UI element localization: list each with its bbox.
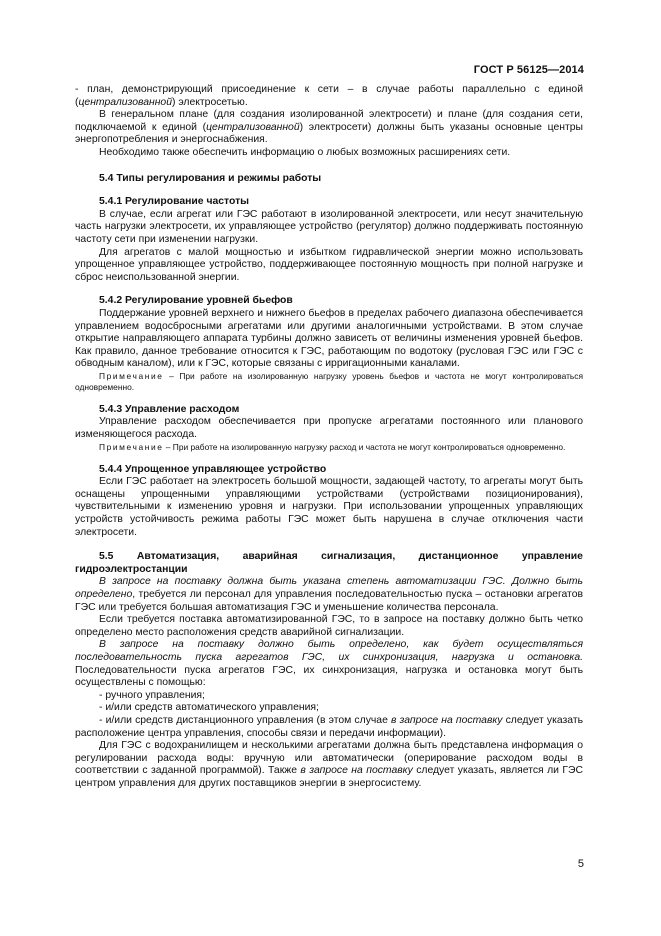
- section-heading: 5.4 Типы регулирования и режимы работы: [99, 172, 322, 184]
- heading-word: аварийная: [242, 551, 298, 563]
- paragraph: В случае, если агрегат или ГЭС работают в изолированной электросети, или несут значительную часть нагрузки электросети, их управляющее устройство (регулятор) должно поддерживать постоянную частоту сети при изменении нагрузки.: [75, 208, 583, 245]
- paragraph: Для ГЭС с водохранилищем и несколькими агрегатами должна быть представлена информация о регулировании расхода воды: вручную или автоматически (оперирование расходом воды в соответствии с заданной программой). Также в запросе на поставку следует указать, является ли ГЭС центром управления для других поставщиков энергии в энергосистему.: [75, 740, 583, 789]
- list-item: - и/или средств автоматического управления;: [99, 702, 319, 714]
- page-content: [75, 84, 583, 791]
- list-item: - и/или средств дистанционного управления (в этом случае в запросе на поставку следует указать расположение центра управления, способы связи и передачи информации).: [75, 714, 583, 739]
- paragraph: Управление расходом обеспечивается при пропуске агрегатами постоянного или планового изменяющегося расхода.: [75, 416, 583, 441]
- paragraph: В генеральном плане (для создания изолированной электросети) и плане (для создания сети, подключаемой к единой (централизованной) электросети) должны быть указаны основные центры энергопотребления и энергоснабжения.: [75, 109, 583, 146]
- paragraph: Для агрегатов с малой мощностью и избытком гидравлической энергии можно использовать упрощенное управляющее устройство, поддерживающее постоянную мощность при полной нагрузке и сброс неиспользованной энергии.: [75, 246, 583, 283]
- heading-word: сигнализация,: [321, 551, 396, 563]
- paragraph: Поддержание уровней верхнего и нижнего бьефов в пределах рабочего диапазона обеспечивается управлением водосбросными агрегатами или другими аналогичными устройствами. В этом случае открытие направляющего аппарата турбины должно зависеть от величины изменения уровней бьефов. Как правило, данное требование относится к ГЭС, работающим по водотоку (русловая ГЭС или ГЭС с обводным каналом), или к ГЭС, которые связаны с ирригационными каналами.: [75, 307, 583, 370]
- heading-line: гидроэлектростанции: [75, 563, 188, 575]
- paragraph: В запросе на поставку должна быть указана степень автоматизации ГЭС. Должно быть определено, требуется ли персонал для управления последовательностью пуска – остановки агрегатов ГЭС или требуется большая автоматизация ГЭС и уменьшение количества персонала.: [75, 576, 583, 613]
- subsection-heading: 5.4.3 Управление расходом: [99, 403, 240, 415]
- heading-word: 5.5: [99, 551, 114, 563]
- section-heading: [75, 551, 583, 576]
- paragraph: В запросе на поставку должно быть определено, как будет осуществляться последовательность пуска агрегатов ГЭС, их синхронизация, нагрузка и остановка. Последовательности пуска агрегатов ГЭС, их синхронизация, нагрузка и остановка могут быть осуществлены с помощью:: [75, 639, 583, 689]
- note: Примечание – При работе на изолированную нагрузку расход и частота не могут контролироваться одновременно.: [99, 441, 566, 452]
- list-item: - ручного управления;: [99, 689, 205, 701]
- paragraph: - план, демонстрирующий присоединение к сети – в случае работы параллельно с единой (централизованной) электросетью.: [75, 84, 583, 108]
- paragraph: Если требуется поставка автоматизированной ГЭС, то в запросе на поставку должно быть четко определено место расположения средств аварийной сигнализации.: [75, 614, 583, 638]
- paragraph: Если ГЭС работает на электросеть большой мощности, задающей частоту, то агрегаты могут быть оснащены упрощенными управляющими устройствами (устройствами позиционирования), чувствительными к изменению уровня и нагрузки. При использовании упрощенных управляющих устройств устойчивость режима работы ГЭС может быть нарушена в случае отключения части электросети.: [75, 476, 583, 538]
- note: Примечание – При работе на изолированную нагрузку уровень бьефов и частота не могут контролироваться одновременно.: [75, 370, 583, 392]
- standard-number: ГОСТ Р 56125—2014: [473, 64, 584, 76]
- subsection-heading: 5.4.4 Упрощенное управляющее устройство: [99, 463, 327, 475]
- page-number: 5: [577, 858, 584, 870]
- paragraph: Необходимо также обеспечить информацию о любых возможных расширениях сети.: [99, 146, 511, 158]
- subsection-heading: 5.4.2 Регулирование уровней бьефов: [99, 295, 293, 307]
- heading-word: дистанционное: [418, 551, 499, 563]
- subsection-heading: 5.4.1 Регулирование частоты: [99, 196, 250, 208]
- heading-word: Автоматизация,: [136, 551, 220, 563]
- heading-word: управление: [521, 551, 583, 563]
